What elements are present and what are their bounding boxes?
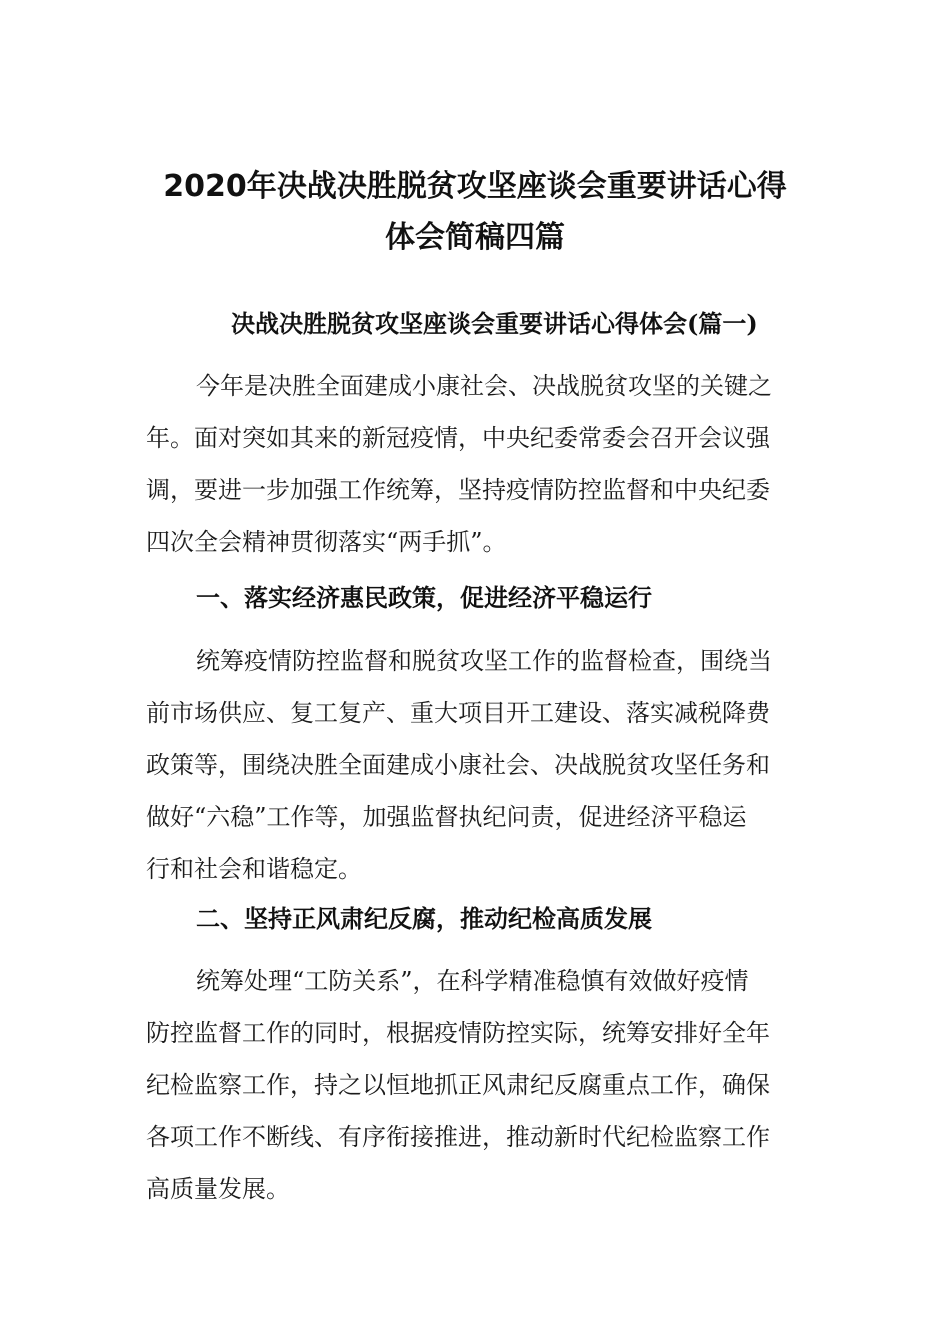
paragraph-line: 防控监督工作的同时，根据疫情防控实际，统筹安排好全年 [146,1019,770,1047]
section-heading-1: 一、落实经济惠民政策，促进经济平稳运行 [196,583,652,612]
section-heading-2: 二、坚持正风肃纪反腐，推动纪检高质发展 [196,904,652,933]
paragraph-line: 各项工作不断线、有序衔接推进，推动新时代纪检监察工作 [146,1123,770,1151]
paragraph-line: 政策等，围绕决胜全面建成小康社会、决战脱贫攻坚任务和 [146,751,770,779]
paragraph-line: 高质量发展。 [146,1175,290,1203]
paragraph-line: 统筹疫情防控监督和脱贫攻坚工作的监督检查，围绕当 [196,647,772,675]
paragraph-line: 年。面对突如其来的新冠疫情，中央纪委常委会召开会议强 [146,424,770,452]
paragraph-line: 今年是决胜全面建成小康社会、决战脱贫攻坚的关键之 [196,372,772,400]
paragraph-line: 做好“六稳”工作等，加强监督执纪问责，促进经济平稳运 [146,803,747,831]
paragraph-line: 纪检监察工作，持之以恒地抓正风肃纪反腐重点工作，确保 [146,1071,770,1099]
paragraph-1 [146,360,806,568]
paragraph-line: 统筹处理“工防关系”，在科学精准稳慎有效做好疫情 [196,967,749,995]
paragraph-line: 行和社会和谐稳定。 [146,855,362,883]
paragraph-3 [146,955,806,1215]
document-title-line-2: 体会简稿四篇 [385,220,565,255]
document-title-line-1: 2020年决战决胜脱贫攻坚座谈会重要讲话心得 [163,169,787,204]
paragraph-line: 前市场供应、复工复产、重大项目开工建设、落实减税降费 [146,699,770,727]
paragraph-2 [146,635,806,895]
section-subtitle: 决战决胜脱贫攻坚座谈会重要讲话心得体会(篇一) [231,309,758,338]
paragraph-line: 四次全会精神贯彻落实“两手抓”。 [146,528,507,556]
paragraph-line: 调，要进一步加强工作统筹，坚持疫情防控监督和中央纪委 [146,476,770,504]
